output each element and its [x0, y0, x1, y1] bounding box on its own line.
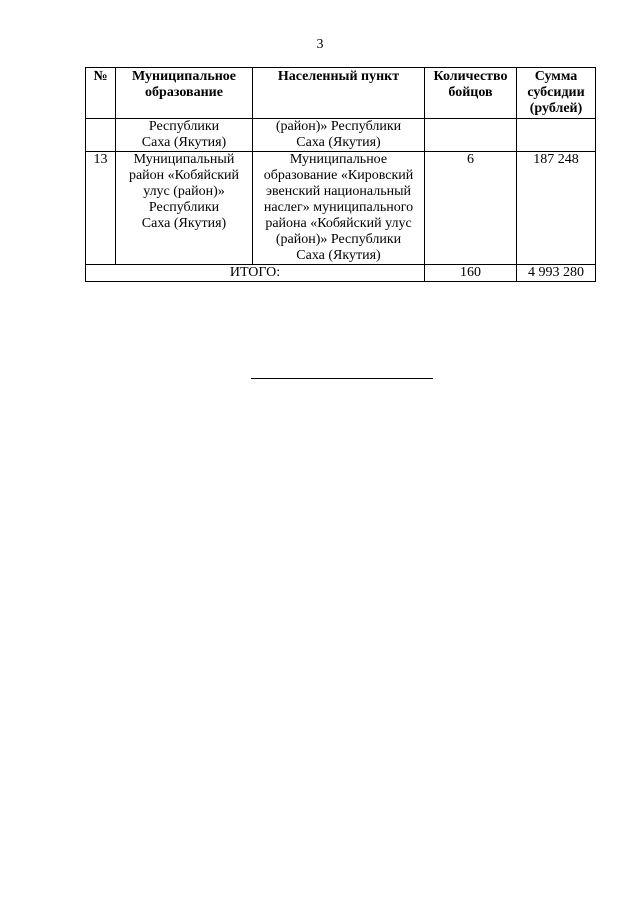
- header-num: №: [86, 68, 116, 119]
- header-municipality: Муниципальное образование: [116, 68, 253, 119]
- header-count: Количество бойцов: [425, 68, 517, 119]
- signature-divider-line: [251, 378, 433, 379]
- cell-sum: 187 248: [517, 152, 596, 265]
- total-sum: 4 993 280: [517, 265, 596, 282]
- cell-num: 13: [86, 152, 116, 265]
- page-number: 3: [316, 37, 324, 52]
- cell-settlement: (район)» Республики Саха (Якутия): [253, 119, 425, 152]
- cell-municipality: Республики Саха (Якутия): [116, 119, 253, 152]
- cell-sum: [517, 119, 596, 152]
- header-sum: Сумма субсидии (рублей): [517, 68, 596, 119]
- table-header-row: [86, 68, 596, 119]
- cell-count: [425, 119, 517, 152]
- table-row-13: [86, 152, 596, 265]
- cell-settlement: Муниципальное образование «Кировский эвенский национальный наслег» муниципального района «Кобяйский улус (район)» Республики Саха (Якутия): [253, 152, 425, 265]
- subsidy-table: [85, 67, 596, 282]
- total-label: ИТОГО:: [86, 265, 425, 282]
- table-total-row: [86, 265, 596, 282]
- cell-num: [86, 119, 116, 152]
- cell-count: 6: [425, 152, 517, 265]
- table-row-continued: [86, 119, 596, 152]
- cell-municipality: Муниципальный район «Кобяйский улус (район)» Республики Саха (Якутия): [116, 152, 253, 265]
- header-settlement: Населенный пункт: [253, 68, 425, 119]
- total-count: 160: [425, 265, 517, 282]
